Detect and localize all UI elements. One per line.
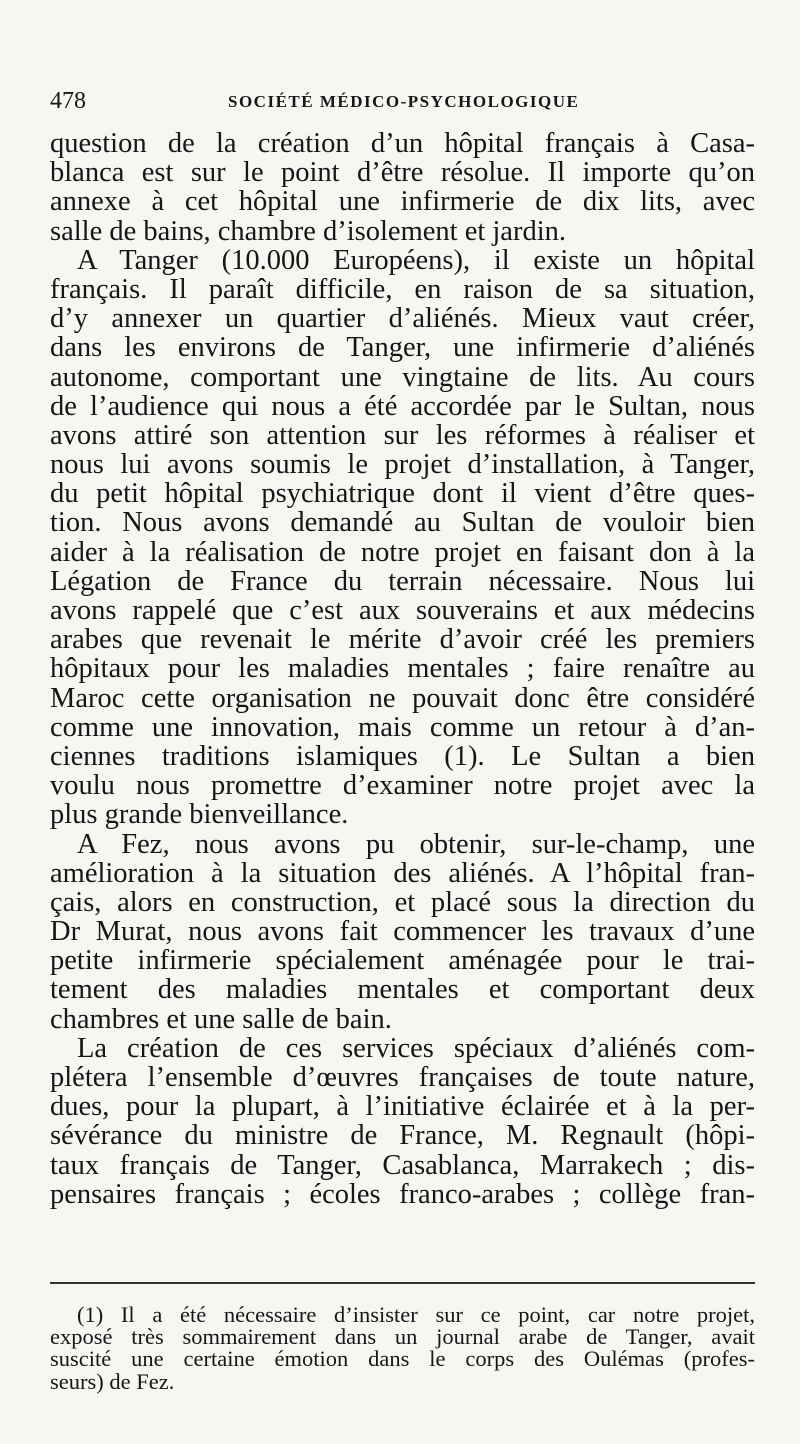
body-line: français. Il paraît difficile, en raison de sa situation,: [50, 273, 755, 305]
body-line: La création de ces services spéciaux d’aliénés com-: [77, 1032, 755, 1064]
body-line: comme une innovation, mais comme un retour à d’an-: [50, 711, 755, 743]
body-line: plus grande bienveillance.: [50, 799, 349, 831]
body-line: tion. Nous avons demandé au Sultan de vouloir bien: [50, 507, 755, 539]
body-line: chambres et une salle de bain.: [50, 1003, 392, 1035]
body-line: du petit hôpital psychiatrique dont il vient d’être ques-: [50, 478, 755, 510]
body-line: nous lui avons soumis le projet d’installation, à Tanger,: [50, 449, 755, 481]
body-line: autonome, comportant une vingtaine de lits. Au cours: [50, 361, 755, 393]
body-text: [50, 129, 755, 1209]
body-line: hôpitaux pour les maladies mentales ; faire renaître au: [50, 653, 755, 685]
body-line: voulu nous promettre d’examiner notre projet avec la: [50, 770, 755, 802]
body-line: amélioration à la situation des aliénés. A l’hôpital fran-: [50, 857, 755, 889]
footnote: [50, 1304, 755, 1393]
page-number: 478: [50, 88, 86, 114]
body-line: question de la création d’un hôpital français à Casa-: [50, 128, 755, 159]
body-line: A Tanger (10.000 Européens), il existe un hôpital: [77, 244, 755, 276]
body-line: sévérance du ministre de France, M. Regnault (hôpi-: [50, 1120, 755, 1152]
body-line: blanca est sur le point d’être résolue. Il importe qu’on: [50, 157, 755, 189]
body-line: Dr Murat, nous avons fait commencer les travaux d’une: [50, 916, 755, 948]
body-line: aider à la réalisation de notre projet en faisant don à la: [50, 536, 755, 568]
body-line: dans les environs de Tanger, une infirmerie d’aliénés: [50, 332, 755, 364]
body-line: çais, alors en construction, et placé sous la direction du: [50, 886, 755, 918]
running-head: SOCIÉTÉ MÉDICO-PSYCHOLOGIQUE: [228, 92, 580, 111]
body-line: pensaires français ; écoles franco-arabes ; collège fran-: [50, 1178, 755, 1210]
body-line: A Fez, nous avons pu obtenir, sur-le-champ, une: [77, 828, 755, 860]
footnote-line: exposé très sommairement dans un journal arabe de Tanger, avait: [50, 1324, 755, 1350]
body-line: Maroc cette organisation ne pouvait donc être considéré: [50, 682, 755, 714]
footnote-line: suscité une certaine émotion dans le corps des Oulémas (profes-: [50, 1346, 755, 1372]
body-line: Légation de France du terrain nécessaire. Nous lui: [50, 565, 755, 597]
body-line: tement des maladies mentales et comportant deux: [50, 974, 755, 1006]
body-line: avons rappelé que c’est aux souverains et aux médecins: [50, 595, 755, 626]
footnote-divider: [50, 1282, 755, 1284]
body-line: d’y annexer un quartier d’aliénés. Mieux vaut créer,: [50, 303, 755, 335]
body-line: petite infirmerie spécialement aménagée pour le trai-: [50, 945, 755, 977]
body-line: plétera l’ensemble d’œuvres françaises de toute nature,: [50, 1062, 755, 1093]
page-header: [50, 88, 750, 118]
body-line: arabes que revenait le mérite d’avoir créé les premiers: [50, 624, 755, 656]
body-line: dues, pour la plupart, à l’initiative éclairée et à la per-: [50, 1091, 755, 1123]
body-line: annexe à cet hôpital une infirmerie de dix lits, avec: [50, 186, 755, 218]
body-line: avons attiré son attention sur les réformes à réaliser et: [50, 419, 755, 451]
body-line: taux français de Tanger, Casablanca, Marrakech ; dis-: [50, 1149, 755, 1181]
body-line: de l’audience qui nous a été accordée par le Sultan, nous: [50, 390, 755, 422]
body-line: ciennes traditions islamiques (1). Le Sultan a bien: [50, 740, 755, 772]
body-line: salle de bains, chambre d’isolement et jardin.: [50, 215, 566, 247]
footnote-line: seurs) de Fez.: [50, 1368, 175, 1394]
footnote-line: (1) Il a été nécessaire d’insister sur ce point, car notre projet,: [77, 1302, 755, 1327]
